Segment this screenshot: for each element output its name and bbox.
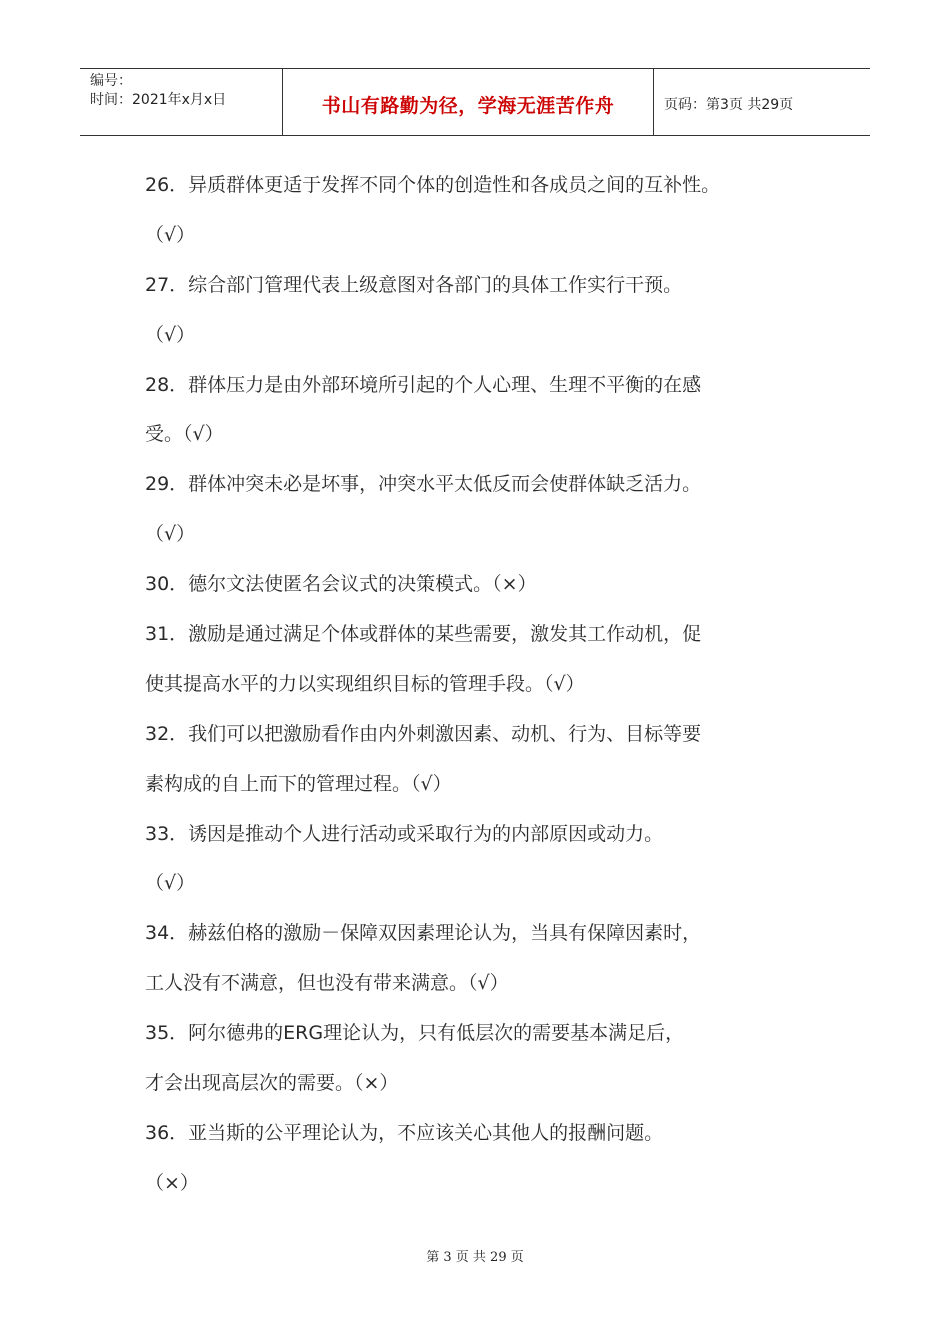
text-line: 使其提高水平的力以实现组织目标的管理手段。（√） — [145, 672, 585, 695]
text-line: （√） — [145, 223, 196, 246]
text-line: （√） — [145, 872, 196, 895]
text-line: 34．赫兹伯格的激励－保障双因素理论认为，当具有保障因素时， — [145, 922, 702, 945]
serial-label: 编号： — [90, 73, 132, 89]
motto-text: 书山有路勤为径，学海无涯苦作舟 — [321, 94, 615, 117]
text-line: （×） — [145, 1171, 199, 1194]
text-line: 36．亚当斯的公平理论认为，不应该关心其他人的报酬问题。 — [145, 1121, 664, 1144]
header-page-info-cell — [654, 69, 870, 135]
question-list — [145, 165, 825, 1213]
text-line: 27．综合部门管理代表上级意图对各部门的具体工作实行干预。 — [145, 273, 683, 296]
text-line: （√） — [145, 523, 196, 546]
header-meta — [80, 69, 282, 135]
text-line: 33．诱因是推动个人进行活动或采取行为的内部原因或动力。 — [145, 822, 664, 845]
text-line: 素构成的自上而下的管理过程。（√） — [145, 772, 452, 795]
text-line: 30．德尔文法使匿名会议式的决策模式。（×） — [145, 573, 537, 596]
footer-page-number: 第 3 页 共 29 页 — [426, 1250, 524, 1265]
text-line: 才会出现高层次的需要。（×） — [145, 1072, 399, 1095]
text-line: 28．群体压力是由外部环境所引起的个人心理、生理不平衡的在感 — [145, 373, 702, 396]
text-line: 26．异质群体更适于发挥不同个体的创造性和各成员之间的互补性。 — [145, 174, 721, 196]
text-line: （√） — [145, 323, 196, 346]
page-info: 页码：第3页 共29页 — [664, 97, 794, 113]
text-line: 工人没有不满意，但也没有带来满意。（√） — [145, 972, 509, 995]
date-line: 时间：2021年x月x日 — [90, 92, 227, 108]
text-line: 31．激励是通过满足个体或群体的某些需要，激发其工作动机，促 — [145, 623, 702, 646]
text-line: 35．阿尔德弗的ERG理论认为，只有低层次的需要基本满足后， — [145, 1022, 685, 1045]
text-line: 29．群体冲突未必是坏事，冲突水平太低反而会使群体缺乏活力。 — [145, 473, 702, 496]
text-line: 32．我们可以把激励看作由内外刺激因素、动机、行为、目标等要 — [145, 722, 702, 745]
header-motto-cell — [282, 69, 654, 135]
page-header — [80, 68, 870, 136]
text-line: 受。（√） — [145, 423, 224, 446]
page-footer — [0, 1246, 950, 1265]
